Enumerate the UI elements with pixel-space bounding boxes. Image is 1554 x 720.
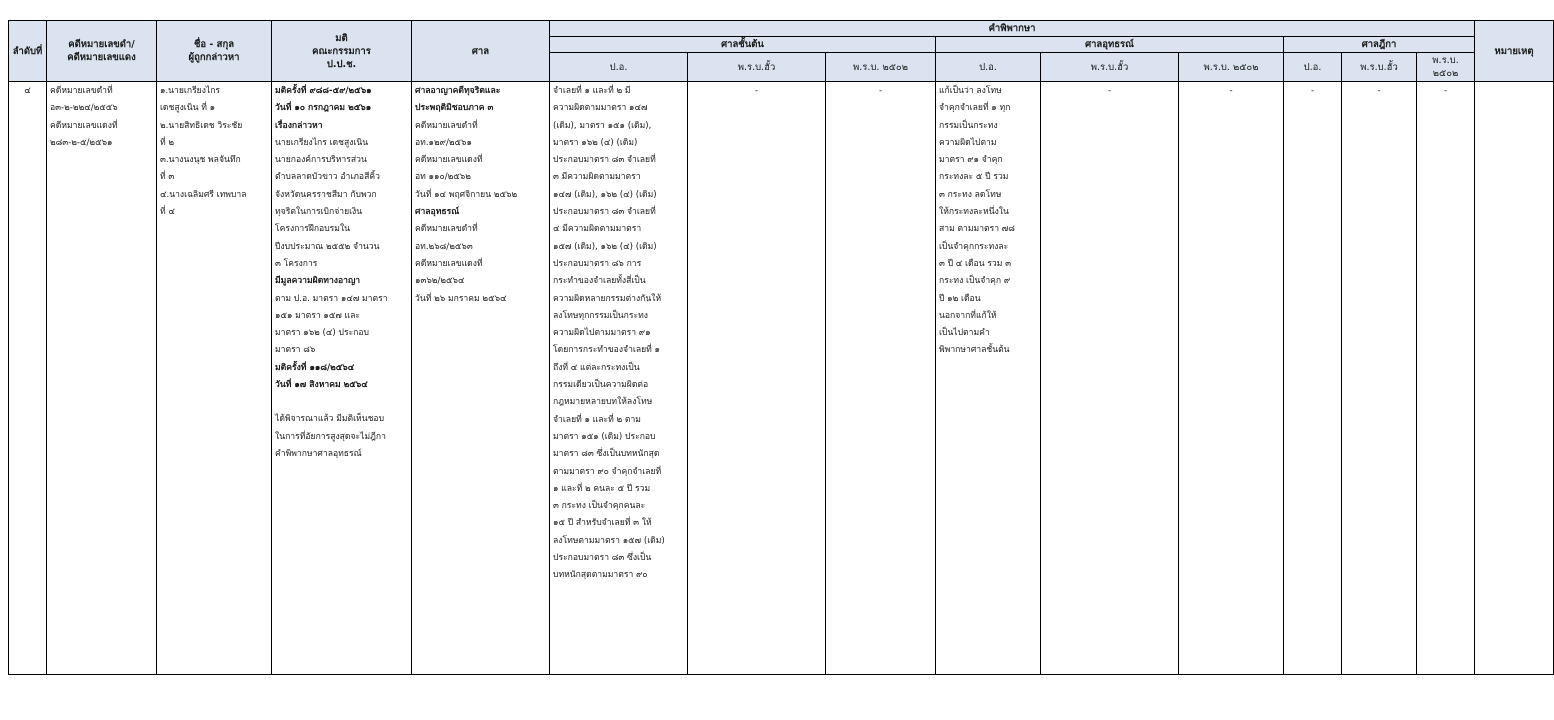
header-supreme-court: ศาลฎีกา <box>1284 37 1475 53</box>
table-row <box>9 82 1554 675</box>
header-first-court: ศาลชั้นต้น <box>550 37 936 53</box>
appeal-court-body: คดีหมายเลขดำที่ อท.๒๖๘/๒๕๖๓ คดีหมายเลขแดงที่ ๑๓๖๒/๒๕๖๔ วันที่ ๒๖ มกราคม ๒๕๖๔ <box>415 224 507 304</box>
cell-appeal-prb-ua: - <box>1041 82 1179 675</box>
cell-resolution <box>272 82 412 675</box>
header-first-prb-2502: พ.ร.บ. ๒๕๐๒ <box>826 53 936 82</box>
header-case-no: คดีหมายเลขดำ/ คดีหมายเลขแดง <box>47 21 157 82</box>
resolution-2-body: ได้พิจารณาแล้ว มีมติเห็นชอบ ในการที่อัยการสูงสุดจะไม่ฎีกา คำพิพากษาศาลอุทธรณ์ <box>275 414 386 459</box>
cell-remark <box>1475 82 1554 675</box>
header-appeal-court: ศาลอุทธรณ์ <box>936 37 1284 53</box>
first-court-body: คดีหมายเลขดำที่ อท.๑๒๙/๒๕๖๑ คดีหมายเลขแดงที่ อท ๑๑๐/๒๕๖๒ วันที่ ๑๔ พฤศจิกายน ๒๕๖๒ <box>415 120 518 200</box>
header-court: ศาล <box>412 21 550 82</box>
header-appeal-prb-2502: พ.ร.บ. ๒๕๐๒ <box>1179 53 1284 82</box>
header-resolution: มติ คณะกรรมการ ป.ป.ช. <box>272 21 412 82</box>
case-table <box>8 20 1554 675</box>
resolution-1-body: นายเกรียงไกร เดชสูงเนิน นายกองค์การบริหารส่วน ตำบลลาดบัวขาว อำเภอสีคิ้ว จังหวัดนครราชสีมา กับพวก ทุจริตในการเบิกจ่ายเงิน โครงการฝึกอบรมใน ปีงบประมาณ ๒๕๕๒ จำนวน ๓ โครงการ <box>275 137 380 269</box>
spacer <box>275 394 408 411</box>
header-supreme-po: ป.อ. <box>1284 53 1342 82</box>
cell-appeal-prb-2502: - <box>1179 82 1284 675</box>
cell-name: ๑.นายเกรียงไกร เดชสูงเนิน ที่ ๑ ๒.นายสิทธิเดช วิระชัย ที่ ๒ ๓.นางนงนุช พลจันทึก ที่ ๓ ๔.นางเฉลิมศรี เทพบาล ที่ ๔ <box>157 82 272 675</box>
header-supreme-prb-2502: พ.ร.บ. ๒๕๐๒ <box>1417 53 1475 82</box>
cell-court <box>412 82 550 675</box>
resolution-2-title: มติครั้งที่ ๑๑๘/๒๕๖๔ วันที่ ๑๗ สิงหาคม ๒๕๖๔ <box>275 362 368 391</box>
cell-no: ๔ <box>9 82 47 675</box>
header-first-prb-ua: พ.ร.บ.ฮั้ว <box>688 53 826 82</box>
header-name: ชื่อ - สกุล ผู้ถูกกล่าวหา <box>157 21 272 82</box>
resolution-1-finding: มีมูลความผิดทางอาญา <box>275 276 361 287</box>
header-appeal-po: ป.อ. <box>936 53 1041 82</box>
cell-case-no: คดีหมายเลขดำที่ อ๓-๒-๒๒๔/๒๕๕๖ คดีหมายเลขแดงที่ ๒๘๓-๒-๕/๒๕๖๑ <box>47 82 157 675</box>
cell-supreme-prb-2502: - <box>1417 82 1475 675</box>
header-remark: หมายเหตุ <box>1475 21 1554 82</box>
header-no: ลำดับที่ <box>9 21 47 82</box>
cell-first-po: จำเลยที่ ๑ และที่ ๒ มี ความผิดตามมาตรา ๑๔๗ (เดิม), มาตรา ๑๕๑ (เดิม), มาตรา ๑๖๒ (๔) (เดิม) ประกอบมาตรา ๘๓ จำเลยที่ ๓ มีความผิดตามมาตรา ๑๔๗ (เดิม), ๑๖๒ (๔) (เดิม) ประกอบมาตรา ๘๓ จำเลยที่ ๔ มีความผิดตามมาตรา ๑๕๗ (เดิม), ๑๖๒ (๔) (เดิม) ประกอบมาตรา ๘๖ การ กระทำของจำเลยทั้งสี่เป็น ความผิดหลายกรรมต่างกันให้ ลงโทษทุกกรรมเป็นกระทง ความผิดไปตามมาตรา ๙๑ โดยการกระทำของจำเลยที่ ๑ ถึงที่ ๔ แต่ละกระทงเป็น กรรมเดียวเป็นความผิดต่อ กฎหมายหลายบทให้ลงโทษ จำเลยที่ ๑ และที่ ๒ ตาม มาตรา ๑๕๑ (เดิม) ประกอบ มาตรา ๘๓ ซึ่งเป็นบทหนักสุด ตามมาตรา ๙๐ จำคุกจำเลยที่ ๑ และที่ ๒ คนละ ๕ ปี รวม ๓ กระทง เป็นจำคุกคนละ ๑๕ ปี สำหรับจำเลยที่ ๓ ให้ ลงโทษตามมาตรา ๑๕๗ (เดิม) ประกอบมาตรา ๘๓ ซึ่งเป็น บทหนักสุดตามมาตรา ๙๐ <box>550 82 688 675</box>
cell-first-prb-ua: - <box>688 82 826 675</box>
judgment-table-sheet <box>8 20 1534 720</box>
appeal-court-title: ศาลอุทธรณ์ <box>415 207 460 218</box>
header-first-po: ป.อ. <box>550 53 688 82</box>
header-supreme-prb-ua: พ.ร.บ.ฮั้ว <box>1342 53 1417 82</box>
cell-supreme-po: - <box>1284 82 1342 675</box>
resolution-1-title: มติครั้งที่ ๙๘๘-๕๙/๒๕๖๑ วันที่ ๑๐ กรกฎาคม ๒๕๖๑ เรื่องกล่าวหา <box>275 86 372 131</box>
resolution-1-sections: ตาม ป.อ. มาตรา ๑๔๗ มาตรา ๑๕๑ มาตรา ๑๕๗ และ มาตรา ๑๖๒ (๔) ประกอบ มาตรา ๘๖ <box>275 293 388 356</box>
header-appeal-prb-ua: พ.ร.บ.ฮั้ว <box>1041 53 1179 82</box>
first-court-title: ศาลอาญาคดีทุจริตและ ประพฤติมิชอบภาค ๓ <box>415 86 501 114</box>
cell-first-prb-2502: - <box>826 82 936 675</box>
cell-supreme-prb-ua: - <box>1342 82 1417 675</box>
header-judgment: คำพิพากษา <box>550 21 1475 37</box>
cell-appeal-po: แก้เป็นว่า ลงโทษ จำคุกจำเลยที่ ๑ ทุก กรรมเป็นกระทง ความผิดไปตาม มาตรา ๙๑ จำคุก กระทงละ ๕ ปี รวม ๓ กระทง ลดโทษ ให้กระทงละหนึ่งใน สาม ตามมาตรา ๗๘ เป็นจำคุกกระทงละ ๓ ปี ๔ เดือน รวม ๓ กระทง เป็นจำคุก ๙ ปี ๑๒ เดือน นอกจากที่แก้ให้ เป็นไปตามคำ พิพากษาศาลชั้นต้น <box>936 82 1041 675</box>
